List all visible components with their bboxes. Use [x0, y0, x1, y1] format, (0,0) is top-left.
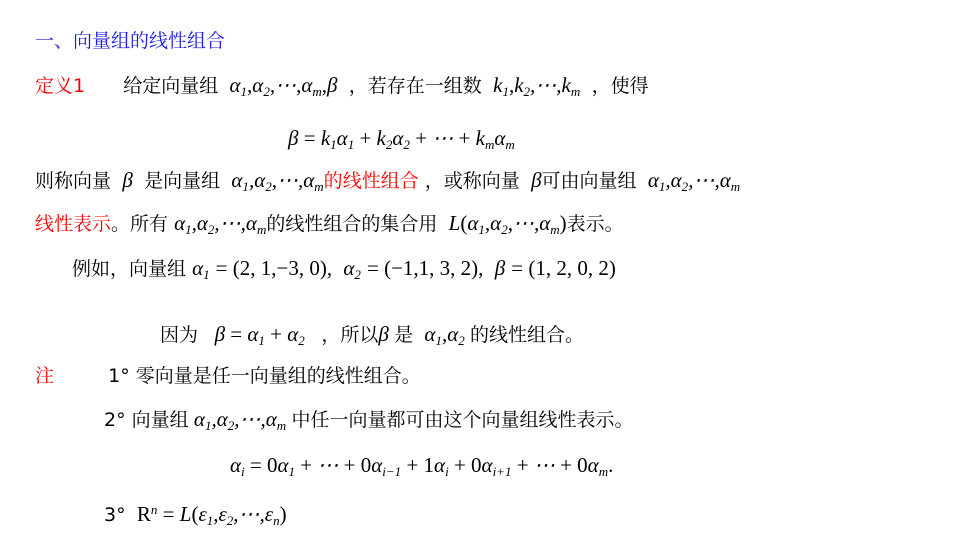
all-text: 。所有: [111, 213, 169, 235]
alpha2-value: = (−1,1, 3, 2),: [366, 256, 484, 280]
note-3-number: 3°: [104, 504, 126, 527]
linear-expression-line: [35, 210, 624, 243]
alpha1-value: = (2, 1,−3, 0),: [215, 256, 333, 280]
note-label: 注: [35, 365, 55, 387]
beta-symbol-4: β: [378, 322, 395, 346]
alpha12-formula: $\alpha_1,\alpha_2$: [419, 322, 465, 348]
linear-combination-equation: $\beta = k_1\alpha_1 + k_2\alpha_2$ + ⋯ + $k_m\alpha_m$: [288, 126, 515, 152]
term-linear-expression: 线性表示: [35, 213, 112, 235]
note-2-number: 2°: [104, 409, 126, 431]
beta-value: = (1, 2, 0, 2): [511, 256, 616, 280]
denote-text: 表示。: [566, 213, 624, 235]
vector-group-formula-2: $\alpha_1,\alpha_2,\cdots,\alpha_m$: [226, 168, 324, 194]
is-group-text: 是向量组: [144, 170, 221, 192]
definition-line: [35, 72, 649, 105]
beta-symbol: β: [117, 168, 139, 192]
note-2-line: [104, 406, 633, 439]
note-1-text: 零向量是任一向量组的线性组合。: [135, 365, 421, 387]
definition-such-text: ，使得: [591, 75, 649, 97]
set-text: 的线性组合的集合用: [266, 213, 438, 235]
so-text: ，所以: [321, 324, 379, 346]
vector-group-formula-5: $\alpha_1,\alpha_2,\cdots,\alpha_m$: [188, 407, 287, 433]
span-formula: $L(\alpha_1,\alpha_2,\cdots,\alpha_m)$: [443, 211, 567, 237]
beta-symbol-3: β: [489, 256, 506, 280]
scalars-formula: $k_1,k_2,\cdots,k_m$: [487, 73, 581, 99]
example-label: 例如，向量组: [72, 258, 187, 280]
because-text: 因为: [160, 324, 199, 346]
note-2-equation: $\alpha_i = 0\alpha_1$ + ⋯ + $0\alpha_{i-1} + 1\alpha_i + 0\alpha_{i+1}$ + ⋯ + $0\alpha_m$.: [230, 453, 614, 479]
note-2-text-a: 向量组: [131, 409, 189, 431]
term-linear-combination: 的线性组合: [323, 170, 419, 192]
definition-label: 定义1: [35, 75, 86, 97]
because-formula: $\beta = \alpha_1 + \alpha_2$: [204, 322, 305, 348]
or-text: ，或称向量: [424, 170, 520, 192]
vector-group-formula-4: $\alpha_1,\alpha_2,\cdots,\alpha_m$: [174, 211, 267, 237]
then-text: 则称向量: [35, 170, 112, 192]
note-2-text-b: 中任一向量都可由这个向量组线性表示。: [291, 409, 634, 431]
note-3-line: [104, 497, 287, 534]
alpha2-symbol: $\alpha_2$: [338, 256, 361, 282]
note-1-line: [35, 363, 421, 389]
is-text: 是: [394, 324, 414, 346]
alpha1-symbol: $\alpha_1$: [192, 256, 210, 282]
conclusion-text: 的线性组合。: [470, 324, 585, 346]
because-line: [160, 321, 584, 354]
example-line: [72, 255, 616, 288]
vector-group-formula: $\alpha_1,\alpha_2,\cdots,\alpha_m,\beta$: [224, 73, 343, 99]
definition-if-text: ，若存在一组数: [348, 75, 482, 97]
definition-given-text: 给定向量组: [123, 75, 219, 97]
can-text: 可由向量组: [541, 170, 637, 192]
rn-span-formula: $R^n$ = $L(\varepsilon_1,\varepsilon_2,\cdots,\varepsilon_n)$: [136, 502, 287, 529]
definition-then-line: [35, 167, 740, 200]
beta-symbol-2: β: [525, 168, 542, 192]
vector-group-formula-3: $\alpha_1,\alpha_2,\cdots,\alpha_m$: [642, 168, 741, 194]
note-1-number: 1°: [108, 365, 130, 387]
section-title: 一、向量组的线性组合: [35, 30, 226, 52]
